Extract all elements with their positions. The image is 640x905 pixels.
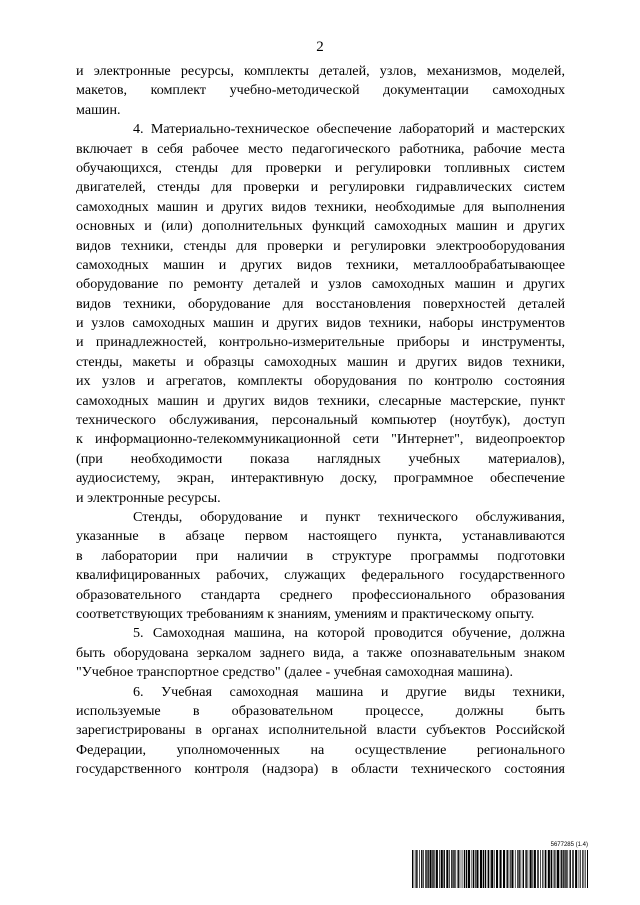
text-line: указанные в абзаце первом настоящего пункта, устанавливаются [76, 528, 565, 545]
document-barcode [412, 841, 588, 889]
text-line: образовательного стандарта среднего профессионального образования [76, 586, 565, 603]
text-line: видов техники, оборудование для восстановления поверхностей деталей [76, 295, 565, 312]
text-line: видов техники, стенды для проверки и регулировки электрооборудования [76, 237, 565, 254]
text-line: макетов, комплект учебно-методической документации самоходных [76, 82, 565, 99]
paragraph-stands-first-line: Стенды, оборудование и пункт технического обслуживания, [133, 508, 565, 525]
text-line: самоходных машин и других видов техники, необходимые для выполнения [76, 198, 565, 215]
text-line: "Учебное транспортное средство" (далее - учебная самоходная машина). [76, 664, 514, 681]
text-line: их узлов и агрегатов, комплекты оборудования по контролю состояния [76, 373, 565, 390]
paragraph-4-first-line: 4. Материально-техническое обеспечение лабораторий и мастерских [133, 121, 565, 138]
text-line: технического обслуживания, персональный компьютер (ноутбук), доступ [76, 412, 565, 429]
text-line: Федерации, уполномоченных на осуществление регионального [76, 741, 565, 758]
text-line: и электронные ресурсы, комплекты деталей, узлов, механизмов, моделей, [76, 63, 565, 79]
text-line: основных и (или) дополнительных функций самоходных машин и других [76, 218, 565, 235]
text-line: (при необходимости показа наглядных учебных материалов), [76, 450, 565, 467]
text-line: к информационно-телекоммуникационной сети "Интернет", видеопроектор [76, 431, 565, 448]
text-line: и узлов самоходных машин и других видов техники, наборы инструментов [76, 315, 565, 332]
text-line: зарегистрированы в органах исполнительной власти субъектов Российской [76, 722, 565, 739]
text-line: машин. [76, 101, 121, 118]
paragraph-6-first-line: 6. Учебная самоходная машина и другие виды техники, [133, 683, 565, 700]
document-body [76, 62, 565, 779]
text-line: стенды, макеты и образцы самоходных машин и других видов техники, [76, 353, 565, 370]
text-line: используемые в образовательном процессе, должны быть [76, 702, 565, 719]
barcode-caption: 5677285 (1.4) [550, 842, 588, 848]
text-line: и электронные ресурсы. [76, 489, 221, 506]
text-line: квалифицированных рабочих, служащих федерального государственного [76, 567, 565, 584]
text-line: соответствующих требованиям к знаниям, умениям и практическому опыту. [76, 605, 535, 622]
text-line: аудиосистему, экран, интерактивную доску, программное обеспечение [76, 470, 565, 487]
barcode-image [412, 850, 588, 888]
text-line: двигателей, стенды для проверки и регулировки гидравлических систем [76, 179, 565, 196]
text-line: самоходных машин и других видов техники, металлообрабатывающее [76, 256, 565, 273]
text-line: самоходных машин и других видов техники, слесарные мастерские, пункт [76, 392, 565, 409]
text-line: обучающихся, стенды для проверки и регулировки топливных систем [76, 159, 565, 176]
text-line: государственного контроля (надзора) в области технического состояния [76, 761, 565, 778]
page-number: 2 [316, 39, 324, 55]
text-line: в лаборатории при наличии в структуре программы подготовки [76, 547, 565, 564]
paragraph-5-first-line: 5. Самоходная машина, на которой проводится обучение, должна [133, 625, 565, 642]
text-line: и принадлежностей, контрольно-измерительные приборы и инструменты, [76, 334, 565, 351]
text-line: включает в себя рабочее место педагогического работника, рабочие места [76, 140, 565, 157]
text-line: оборудование по ремонту деталей и узлов самоходных машин и других [76, 276, 565, 293]
text-line: быть оборудована зеркалом заднего вида, а также опознавательным знаком [76, 644, 565, 661]
